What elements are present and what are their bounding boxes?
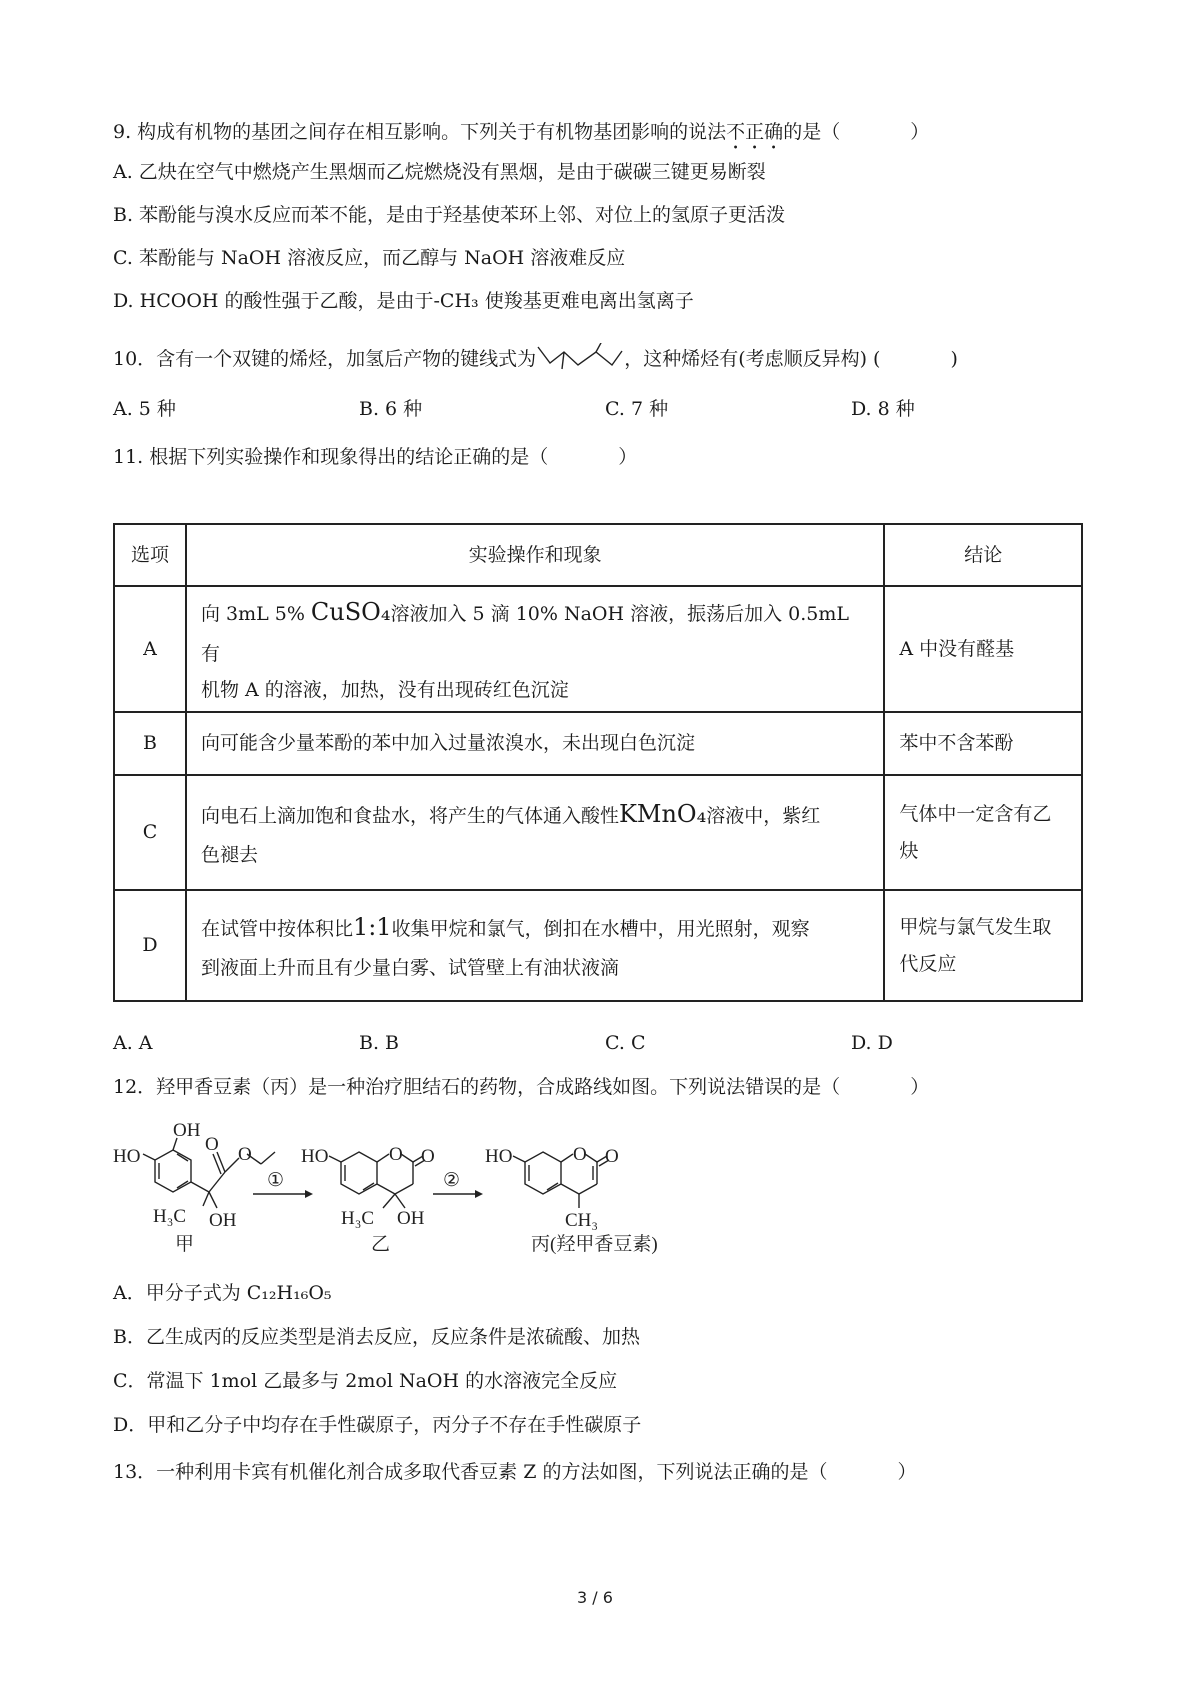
yi-carbonyl-o: O	[421, 1146, 435, 1167]
bing-ring-o: O	[573, 1144, 587, 1165]
bing-ho: HO	[485, 1146, 513, 1167]
q11-options	[113, 1032, 1093, 1056]
row-conclusion: 气体中一定含有乙 炔	[884, 775, 1082, 890]
q10-option-d: D. 8 种	[851, 398, 915, 420]
table-header: 结论	[884, 524, 1082, 586]
row-key: A	[114, 586, 186, 712]
jia-oh-bottom: OH	[209, 1210, 237, 1231]
synthesis-scheme	[113, 1122, 713, 1262]
yi-ring-o: O	[389, 1144, 403, 1165]
q9-option-b: B. 苯酚能与溴水反应而苯不能，是由于羟基使苯环上邻、对位上的氢原子更活泼	[113, 204, 786, 226]
skeletal-formula-icon	[536, 343, 624, 375]
q11-option-c: C. C	[605, 1032, 646, 1054]
yi-methyl: H₃C	[341, 1208, 375, 1229]
jia-ho-left: HO	[113, 1146, 141, 1167]
emphasis-not-correct: 不正确	[726, 121, 784, 143]
jia-methyl: H₃C	[153, 1206, 187, 1227]
row-conclusion: A 中没有醛基	[884, 586, 1082, 712]
bing-label: 丙(羟甲香豆素)	[531, 1234, 658, 1255]
table-row	[114, 586, 1082, 712]
yi-oh: OH	[397, 1208, 425, 1229]
row-operation: 向电石上滴加饱和食盐水，将产生的气体通入酸性KMnO₄溶液中，紫红 色褪去	[186, 775, 884, 890]
table-header: 实验操作和现象	[186, 524, 884, 586]
bing-carbonyl-o: O	[605, 1146, 619, 1167]
page-number: 3 / 6	[577, 1588, 613, 1607]
jia-ring-o: O	[238, 1144, 252, 1165]
step-2-label: ②	[443, 1170, 461, 1191]
yi-ho: HO	[301, 1146, 329, 1167]
jia-label: 甲	[175, 1234, 195, 1255]
q10-options	[113, 394, 1093, 418]
q11-option-a: A. A	[113, 1032, 153, 1054]
table-row	[114, 712, 1082, 775]
table-header-row	[114, 524, 1082, 586]
table-row	[114, 775, 1082, 890]
q11-option-d: D. D	[851, 1032, 893, 1054]
q10-option-b: B. 6 种	[359, 398, 423, 420]
question-12-stem: 12．羟甲香豆素（丙）是一种治疗胆结石的药物，合成路线如图。下列说法错误的是（ ）	[113, 1076, 930, 1098]
formula-kmno4: KMnO₄	[618, 799, 707, 828]
table-row	[114, 890, 1082, 1001]
experiment-table	[113, 523, 1083, 1002]
step-1-label: ①	[267, 1170, 285, 1191]
jia-carbonyl-o: O	[205, 1134, 219, 1155]
ratio-text: 1:1	[352, 912, 392, 941]
q12-option-a: A．甲分子式为 C₁₂H₁₆O₅	[113, 1282, 332, 1304]
q10-option-c: C. 7 种	[605, 398, 669, 420]
question-13-stem: 13．一种利用卡宾有机催化剂合成多取代香豆素 Z 的方法如图，下列说法正确的是（ ）	[113, 1461, 917, 1483]
q9-option-c: C. 苯酚能与 NaOH 溶液反应，而乙醇与 NaOH 溶液难反应	[113, 247, 626, 269]
row-operation: 在试管中按体积比1:1收集甲烷和氯气，倒扣在水槽中，用光照射，观察 到液面上升而且有少量白雾、试管壁上有油状液滴	[186, 890, 884, 1001]
table-header: 选项	[114, 524, 186, 586]
row-key: B	[114, 712, 186, 775]
q12-option-b: B．乙生成丙的反应类型是消去反应，反应条件是浓硫酸、加热	[113, 1326, 640, 1348]
yi-label: 乙	[371, 1234, 391, 1255]
row-conclusion: 苯中不含苯酚	[884, 712, 1082, 775]
bing-methyl: CH₃	[565, 1210, 599, 1231]
q11-option-b: B. B	[359, 1032, 400, 1054]
question-9-stem: 9. 构成有机物的基团之间存在相互影响。下列关于有机物基团影响的说法不正确的是（ ）	[113, 121, 930, 143]
row-conclusion: 甲烷与氯气发生取 代反应	[884, 890, 1082, 1001]
row-key: C	[114, 775, 186, 890]
question-10-stem: 10．含有一个双键的烯烃，加氢后产物的键线式为 ，这种烯烃有(考虑顺反异构) ( )	[113, 343, 958, 375]
q10-option-a: A. 5 种	[113, 398, 176, 420]
jia-oh-top: OH	[173, 1122, 201, 1141]
row-operation: 向 3mL 5% CuSO₄溶液加入 5 滴 10% NaOH 溶液，振荡后加入 0.5mL 有 机物 A 的溶液，加热，没有出现砖红色沉淀	[186, 586, 884, 712]
q9-option-d: D. HCOOH 的酸性强于乙酸，是由于-CH₃ 使羧基更难电离出氢离子	[113, 290, 694, 312]
row-key: D	[114, 890, 186, 1001]
formula-cuso4: CuSO₄	[310, 598, 391, 627]
row-operation: 向可能含少量苯酚的苯中加入过量浓溴水，未出现白色沉淀	[186, 712, 884, 775]
question-11-stem: 11. 根据下列实验操作和现象得出的结论正确的是（ ）	[113, 446, 638, 468]
q12-option-d: D．甲和乙分子中均存在手性碳原子，丙分子不存在手性碳原子	[113, 1414, 642, 1436]
q12-option-c: C．常温下 1mol 乙最多与 2mol NaOH 的水溶液完全反应	[113, 1370, 618, 1392]
q9-option-a: A. 乙炔在空气中燃烧产生黑烟而乙烷燃烧没有黑烟，是由于碳碳三键更易断裂	[113, 161, 766, 183]
